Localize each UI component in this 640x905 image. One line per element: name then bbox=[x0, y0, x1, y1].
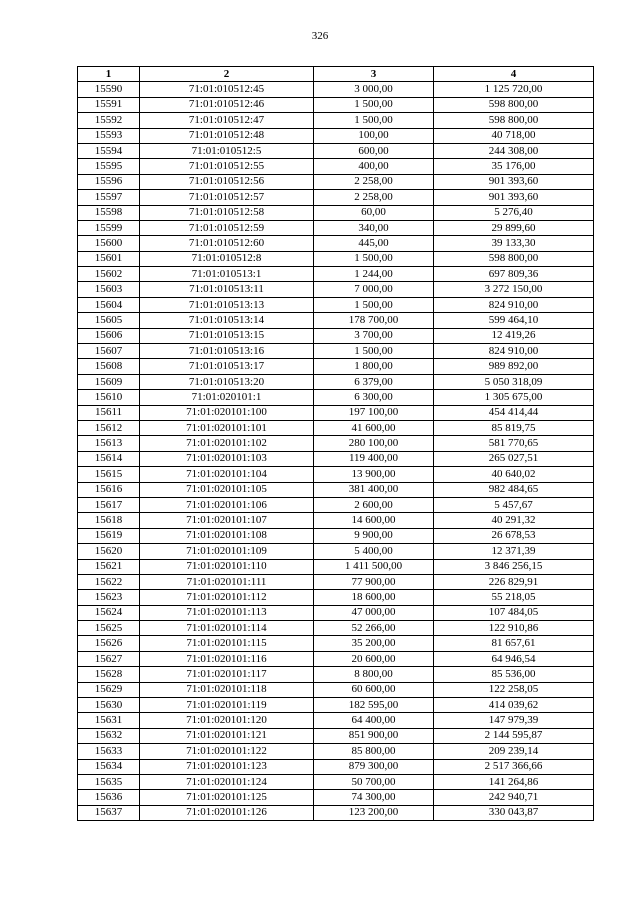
cadastral-number-cell: 71:01:020101:104 bbox=[140, 467, 314, 482]
value-cell: 3 272 150,00 bbox=[434, 282, 594, 297]
cadastral-number-cell: 71:01:010512:57 bbox=[140, 190, 314, 205]
area-cell: 60,00 bbox=[314, 205, 434, 220]
area-cell: 178 700,00 bbox=[314, 313, 434, 328]
table-row bbox=[78, 128, 594, 143]
row-number-cell: 15616 bbox=[78, 482, 140, 497]
row-number-cell: 15605 bbox=[78, 313, 140, 328]
row-number-cell: 15595 bbox=[78, 159, 140, 174]
row-number-cell: 15602 bbox=[78, 267, 140, 282]
cadastral-number-cell: 71:01:010512:48 bbox=[140, 128, 314, 143]
table-row bbox=[78, 467, 594, 482]
area-cell: 2 600,00 bbox=[314, 497, 434, 512]
table-row bbox=[78, 143, 594, 158]
header-col-3: 3 bbox=[314, 67, 434, 82]
area-cell: 85 800,00 bbox=[314, 744, 434, 759]
table-row bbox=[78, 774, 594, 789]
table-row bbox=[78, 113, 594, 128]
row-number-cell: 15633 bbox=[78, 744, 140, 759]
table-row bbox=[78, 513, 594, 528]
table-row bbox=[78, 451, 594, 466]
area-cell: 119 400,00 bbox=[314, 451, 434, 466]
value-cell: 3 846 256,15 bbox=[434, 559, 594, 574]
table-row bbox=[78, 267, 594, 282]
cadastral-number-cell: 71:01:010512:46 bbox=[140, 97, 314, 112]
area-cell: 400,00 bbox=[314, 159, 434, 174]
value-cell: 824 910,00 bbox=[434, 344, 594, 359]
value-cell: 2 144 595,87 bbox=[434, 728, 594, 743]
table-row bbox=[78, 390, 594, 405]
row-number-cell: 15635 bbox=[78, 774, 140, 789]
table-row bbox=[78, 667, 594, 682]
cadastral-number-cell: 71:01:020101:116 bbox=[140, 651, 314, 666]
table-row bbox=[78, 651, 594, 666]
cadastral-number-cell: 71:01:020101:120 bbox=[140, 713, 314, 728]
table-row bbox=[78, 344, 594, 359]
value-cell: 982 484,65 bbox=[434, 482, 594, 497]
area-cell: 47 000,00 bbox=[314, 605, 434, 620]
value-cell: 5 457,67 bbox=[434, 497, 594, 512]
row-number-cell: 15632 bbox=[78, 728, 140, 743]
table-row bbox=[78, 328, 594, 343]
table-row bbox=[78, 174, 594, 189]
cadastral-number-cell: 71:01:010513:20 bbox=[140, 374, 314, 389]
value-cell: 901 393,60 bbox=[434, 174, 594, 189]
row-number-cell: 15622 bbox=[78, 574, 140, 589]
table-row bbox=[78, 420, 594, 435]
table-row bbox=[78, 220, 594, 235]
table-row bbox=[78, 282, 594, 297]
row-number-cell: 15607 bbox=[78, 344, 140, 359]
row-number-cell: 15612 bbox=[78, 420, 140, 435]
table-row bbox=[78, 313, 594, 328]
value-cell: 598 800,00 bbox=[434, 251, 594, 266]
row-number-cell: 15610 bbox=[78, 390, 140, 405]
page-number: 326 bbox=[311, 30, 329, 42]
area-cell: 77 900,00 bbox=[314, 574, 434, 589]
row-number-cell: 15609 bbox=[78, 374, 140, 389]
cadastral-number-cell: 71:01:020101:117 bbox=[140, 667, 314, 682]
value-cell: 122 258,05 bbox=[434, 682, 594, 697]
cadastral-number-cell: 71:01:020101:114 bbox=[140, 621, 314, 636]
table-row bbox=[78, 251, 594, 266]
area-cell: 35 200,00 bbox=[314, 636, 434, 651]
value-cell: 697 809,36 bbox=[434, 267, 594, 282]
area-cell: 600,00 bbox=[314, 143, 434, 158]
table-row bbox=[78, 82, 594, 97]
cadastral-number-cell: 71:01:020101:103 bbox=[140, 451, 314, 466]
table-row bbox=[78, 482, 594, 497]
row-number-cell: 15614 bbox=[78, 451, 140, 466]
data-table bbox=[77, 66, 594, 821]
table-row bbox=[78, 805, 594, 820]
cadastral-number-cell: 71:01:020101:115 bbox=[140, 636, 314, 651]
row-number-cell: 15598 bbox=[78, 205, 140, 220]
value-cell: 209 239,14 bbox=[434, 744, 594, 759]
area-cell: 52 266,00 bbox=[314, 621, 434, 636]
cadastral-number-cell: 71:01:020101:119 bbox=[140, 698, 314, 713]
value-cell: 107 484,05 bbox=[434, 605, 594, 620]
table-row bbox=[78, 636, 594, 651]
table-row bbox=[78, 728, 594, 743]
area-cell: 3 700,00 bbox=[314, 328, 434, 343]
value-cell: 29 899,60 bbox=[434, 220, 594, 235]
area-cell: 340,00 bbox=[314, 220, 434, 235]
area-cell: 7 000,00 bbox=[314, 282, 434, 297]
area-cell: 13 900,00 bbox=[314, 467, 434, 482]
table-header bbox=[78, 67, 594, 82]
cadastral-number-cell: 71:01:010512:47 bbox=[140, 113, 314, 128]
cadastral-number-cell: 71:01:020101:105 bbox=[140, 482, 314, 497]
table-row bbox=[78, 528, 594, 543]
value-cell: 85 536,00 bbox=[434, 667, 594, 682]
area-cell: 9 900,00 bbox=[314, 528, 434, 543]
cadastral-number-cell: 71:01:020101:1 bbox=[140, 390, 314, 405]
value-cell: 581 770,65 bbox=[434, 436, 594, 451]
table-row bbox=[78, 159, 594, 174]
area-cell: 6 300,00 bbox=[314, 390, 434, 405]
value-cell: 5 276,40 bbox=[434, 205, 594, 220]
area-cell: 14 600,00 bbox=[314, 513, 434, 528]
row-number-cell: 15629 bbox=[78, 682, 140, 697]
value-cell: 40 291,32 bbox=[434, 513, 594, 528]
row-number-cell: 15603 bbox=[78, 282, 140, 297]
row-number-cell: 15624 bbox=[78, 605, 140, 620]
cadastral-number-cell: 71:01:010512:55 bbox=[140, 159, 314, 174]
row-number-cell: 15628 bbox=[78, 667, 140, 682]
row-number-cell: 15604 bbox=[78, 297, 140, 312]
value-cell: 40 718,00 bbox=[434, 128, 594, 143]
cadastral-number-cell: 71:01:020101:113 bbox=[140, 605, 314, 620]
value-cell: 81 657,61 bbox=[434, 636, 594, 651]
area-cell: 1 500,00 bbox=[314, 97, 434, 112]
cadastral-number-cell: 71:01:010512:5 bbox=[140, 143, 314, 158]
area-cell: 1 244,00 bbox=[314, 267, 434, 282]
row-number-cell: 15613 bbox=[78, 436, 140, 451]
table-row bbox=[78, 297, 594, 312]
cadastral-number-cell: 71:01:020101:110 bbox=[140, 559, 314, 574]
cadastral-number-cell: 71:01:020101:124 bbox=[140, 774, 314, 789]
area-cell: 50 700,00 bbox=[314, 774, 434, 789]
value-cell: 35 176,00 bbox=[434, 159, 594, 174]
row-number-cell: 15626 bbox=[78, 636, 140, 651]
row-number-cell: 15592 bbox=[78, 113, 140, 128]
area-cell: 123 200,00 bbox=[314, 805, 434, 820]
table-row bbox=[78, 405, 594, 420]
cadastral-number-cell: 71:01:020101:118 bbox=[140, 682, 314, 697]
cadastral-number-cell: 71:01:020101:109 bbox=[140, 544, 314, 559]
value-cell: 1 305 675,00 bbox=[434, 390, 594, 405]
area-cell: 64 400,00 bbox=[314, 713, 434, 728]
header-col-4: 4 bbox=[434, 67, 594, 82]
cadastral-number-cell: 71:01:010512:59 bbox=[140, 220, 314, 235]
table-row bbox=[78, 559, 594, 574]
area-cell: 60 600,00 bbox=[314, 682, 434, 697]
cadastral-number-cell: 71:01:010512:60 bbox=[140, 236, 314, 251]
cadastral-number-cell: 71:01:010512:58 bbox=[140, 205, 314, 220]
value-cell: 454 414,44 bbox=[434, 405, 594, 420]
row-number-cell: 15619 bbox=[78, 528, 140, 543]
area-cell: 445,00 bbox=[314, 236, 434, 251]
area-cell: 2 258,00 bbox=[314, 174, 434, 189]
value-cell: 39 133,30 bbox=[434, 236, 594, 251]
row-number-cell: 15608 bbox=[78, 359, 140, 374]
table-row bbox=[78, 698, 594, 713]
row-number-cell: 15611 bbox=[78, 405, 140, 420]
row-number-cell: 15601 bbox=[78, 251, 140, 266]
area-cell: 6 379,00 bbox=[314, 374, 434, 389]
area-cell: 879 300,00 bbox=[314, 759, 434, 774]
cadastral-number-cell: 71:01:010512:56 bbox=[140, 174, 314, 189]
value-cell: 147 979,39 bbox=[434, 713, 594, 728]
area-cell: 1 411 500,00 bbox=[314, 559, 434, 574]
value-cell: 330 043,87 bbox=[434, 805, 594, 820]
table-row bbox=[78, 574, 594, 589]
cadastral-number-cell: 71:01:010513:11 bbox=[140, 282, 314, 297]
area-cell: 41 600,00 bbox=[314, 420, 434, 435]
table-row bbox=[78, 97, 594, 112]
cadastral-number-cell: 71:01:010512:8 bbox=[140, 251, 314, 266]
value-cell: 40 640,02 bbox=[434, 467, 594, 482]
area-cell: 74 300,00 bbox=[314, 790, 434, 805]
area-cell: 851 900,00 bbox=[314, 728, 434, 743]
area-cell: 3 000,00 bbox=[314, 82, 434, 97]
value-cell: 64 946,54 bbox=[434, 651, 594, 666]
row-number-cell: 15593 bbox=[78, 128, 140, 143]
table-row bbox=[78, 744, 594, 759]
area-cell: 280 100,00 bbox=[314, 436, 434, 451]
area-cell: 100,00 bbox=[314, 128, 434, 143]
table-row bbox=[78, 605, 594, 620]
value-cell: 85 819,75 bbox=[434, 420, 594, 435]
value-cell: 26 678,53 bbox=[434, 528, 594, 543]
area-cell: 1 500,00 bbox=[314, 297, 434, 312]
value-cell: 2 517 366,66 bbox=[434, 759, 594, 774]
table-row bbox=[78, 359, 594, 374]
cadastral-number-cell: 71:01:020101:121 bbox=[140, 728, 314, 743]
row-number-cell: 15627 bbox=[78, 651, 140, 666]
row-number-cell: 15591 bbox=[78, 97, 140, 112]
row-number-cell: 15590 bbox=[78, 82, 140, 97]
cadastral-number-cell: 71:01:020101:112 bbox=[140, 590, 314, 605]
value-cell: 414 039,62 bbox=[434, 698, 594, 713]
area-cell: 20 600,00 bbox=[314, 651, 434, 666]
cadastral-number-cell: 71:01:010513:15 bbox=[140, 328, 314, 343]
value-cell: 242 940,71 bbox=[434, 790, 594, 805]
row-number-cell: 15637 bbox=[78, 805, 140, 820]
cadastral-number-cell: 71:01:010513:16 bbox=[140, 344, 314, 359]
row-number-cell: 15625 bbox=[78, 621, 140, 636]
table-body bbox=[78, 82, 594, 821]
area-cell: 18 600,00 bbox=[314, 590, 434, 605]
area-cell: 381 400,00 bbox=[314, 482, 434, 497]
cadastral-number-cell: 71:01:020101:100 bbox=[140, 405, 314, 420]
row-number-cell: 15617 bbox=[78, 497, 140, 512]
row-number-cell: 15636 bbox=[78, 790, 140, 805]
cadastral-number-cell: 71:01:020101:102 bbox=[140, 436, 314, 451]
table-row bbox=[78, 713, 594, 728]
table-row bbox=[78, 544, 594, 559]
header-col-2: 2 bbox=[140, 67, 314, 82]
area-cell: 8 800,00 bbox=[314, 667, 434, 682]
value-cell: 244 308,00 bbox=[434, 143, 594, 158]
value-cell: 55 218,05 bbox=[434, 590, 594, 605]
value-cell: 598 800,00 bbox=[434, 113, 594, 128]
value-cell: 226 829,91 bbox=[434, 574, 594, 589]
value-cell: 901 393,60 bbox=[434, 190, 594, 205]
cadastral-number-cell: 71:01:020101:111 bbox=[140, 574, 314, 589]
value-cell: 599 464,10 bbox=[434, 313, 594, 328]
area-cell: 197 100,00 bbox=[314, 405, 434, 420]
value-cell: 5 050 318,09 bbox=[434, 374, 594, 389]
value-cell: 265 027,51 bbox=[434, 451, 594, 466]
area-cell: 1 500,00 bbox=[314, 344, 434, 359]
table-row bbox=[78, 590, 594, 605]
row-number-cell: 15621 bbox=[78, 559, 140, 574]
row-number-cell: 15630 bbox=[78, 698, 140, 713]
row-number-cell: 15634 bbox=[78, 759, 140, 774]
header-row bbox=[78, 67, 594, 82]
cadastral-number-cell: 71:01:020101:108 bbox=[140, 528, 314, 543]
area-cell: 1 500,00 bbox=[314, 251, 434, 266]
value-cell: 122 910,86 bbox=[434, 621, 594, 636]
header-col-1: 1 bbox=[78, 67, 140, 82]
row-number-cell: 15597 bbox=[78, 190, 140, 205]
value-cell: 141 264,86 bbox=[434, 774, 594, 789]
value-cell: 824 910,00 bbox=[434, 297, 594, 312]
table-row bbox=[78, 497, 594, 512]
area-cell: 5 400,00 bbox=[314, 544, 434, 559]
table-row bbox=[78, 190, 594, 205]
row-number-cell: 15600 bbox=[78, 236, 140, 251]
table-row bbox=[78, 236, 594, 251]
cadastral-number-cell: 71:01:020101:122 bbox=[140, 744, 314, 759]
table-row bbox=[78, 436, 594, 451]
table-row bbox=[78, 205, 594, 220]
cadastral-number-cell: 71:01:020101:123 bbox=[140, 759, 314, 774]
cadastral-number-cell: 71:01:010513:14 bbox=[140, 313, 314, 328]
area-cell: 1 500,00 bbox=[314, 113, 434, 128]
row-number-cell: 15596 bbox=[78, 174, 140, 189]
row-number-cell: 15615 bbox=[78, 467, 140, 482]
table-row bbox=[78, 682, 594, 697]
cadastral-number-cell: 71:01:010513:1 bbox=[140, 267, 314, 282]
row-number-cell: 15620 bbox=[78, 544, 140, 559]
value-cell: 12 419,26 bbox=[434, 328, 594, 343]
cadastral-number-cell: 71:01:010513:17 bbox=[140, 359, 314, 374]
cadastral-number-cell: 71:01:020101:101 bbox=[140, 420, 314, 435]
value-cell: 12 371,39 bbox=[434, 544, 594, 559]
area-cell: 182 595,00 bbox=[314, 698, 434, 713]
value-cell: 1 125 720,00 bbox=[434, 82, 594, 97]
value-cell: 598 800,00 bbox=[434, 97, 594, 112]
cadastral-number-cell: 71:01:020101:125 bbox=[140, 790, 314, 805]
cadastral-number-cell: 71:01:020101:107 bbox=[140, 513, 314, 528]
table-row bbox=[78, 790, 594, 805]
cadastral-number-cell: 71:01:020101:126 bbox=[140, 805, 314, 820]
row-number-cell: 15623 bbox=[78, 590, 140, 605]
cadastral-number-cell: 71:01:010512:45 bbox=[140, 82, 314, 97]
area-cell: 2 258,00 bbox=[314, 190, 434, 205]
row-number-cell: 15599 bbox=[78, 220, 140, 235]
row-number-cell: 15631 bbox=[78, 713, 140, 728]
row-number-cell: 15594 bbox=[78, 143, 140, 158]
cadastral-number-cell: 71:01:010513:13 bbox=[140, 297, 314, 312]
value-cell: 989 892,00 bbox=[434, 359, 594, 374]
row-number-cell: 15606 bbox=[78, 328, 140, 343]
area-cell: 1 800,00 bbox=[314, 359, 434, 374]
table-row bbox=[78, 621, 594, 636]
table-row bbox=[78, 759, 594, 774]
table-row bbox=[78, 374, 594, 389]
cadastral-number-cell: 71:01:020101:106 bbox=[140, 497, 314, 512]
row-number-cell: 15618 bbox=[78, 513, 140, 528]
